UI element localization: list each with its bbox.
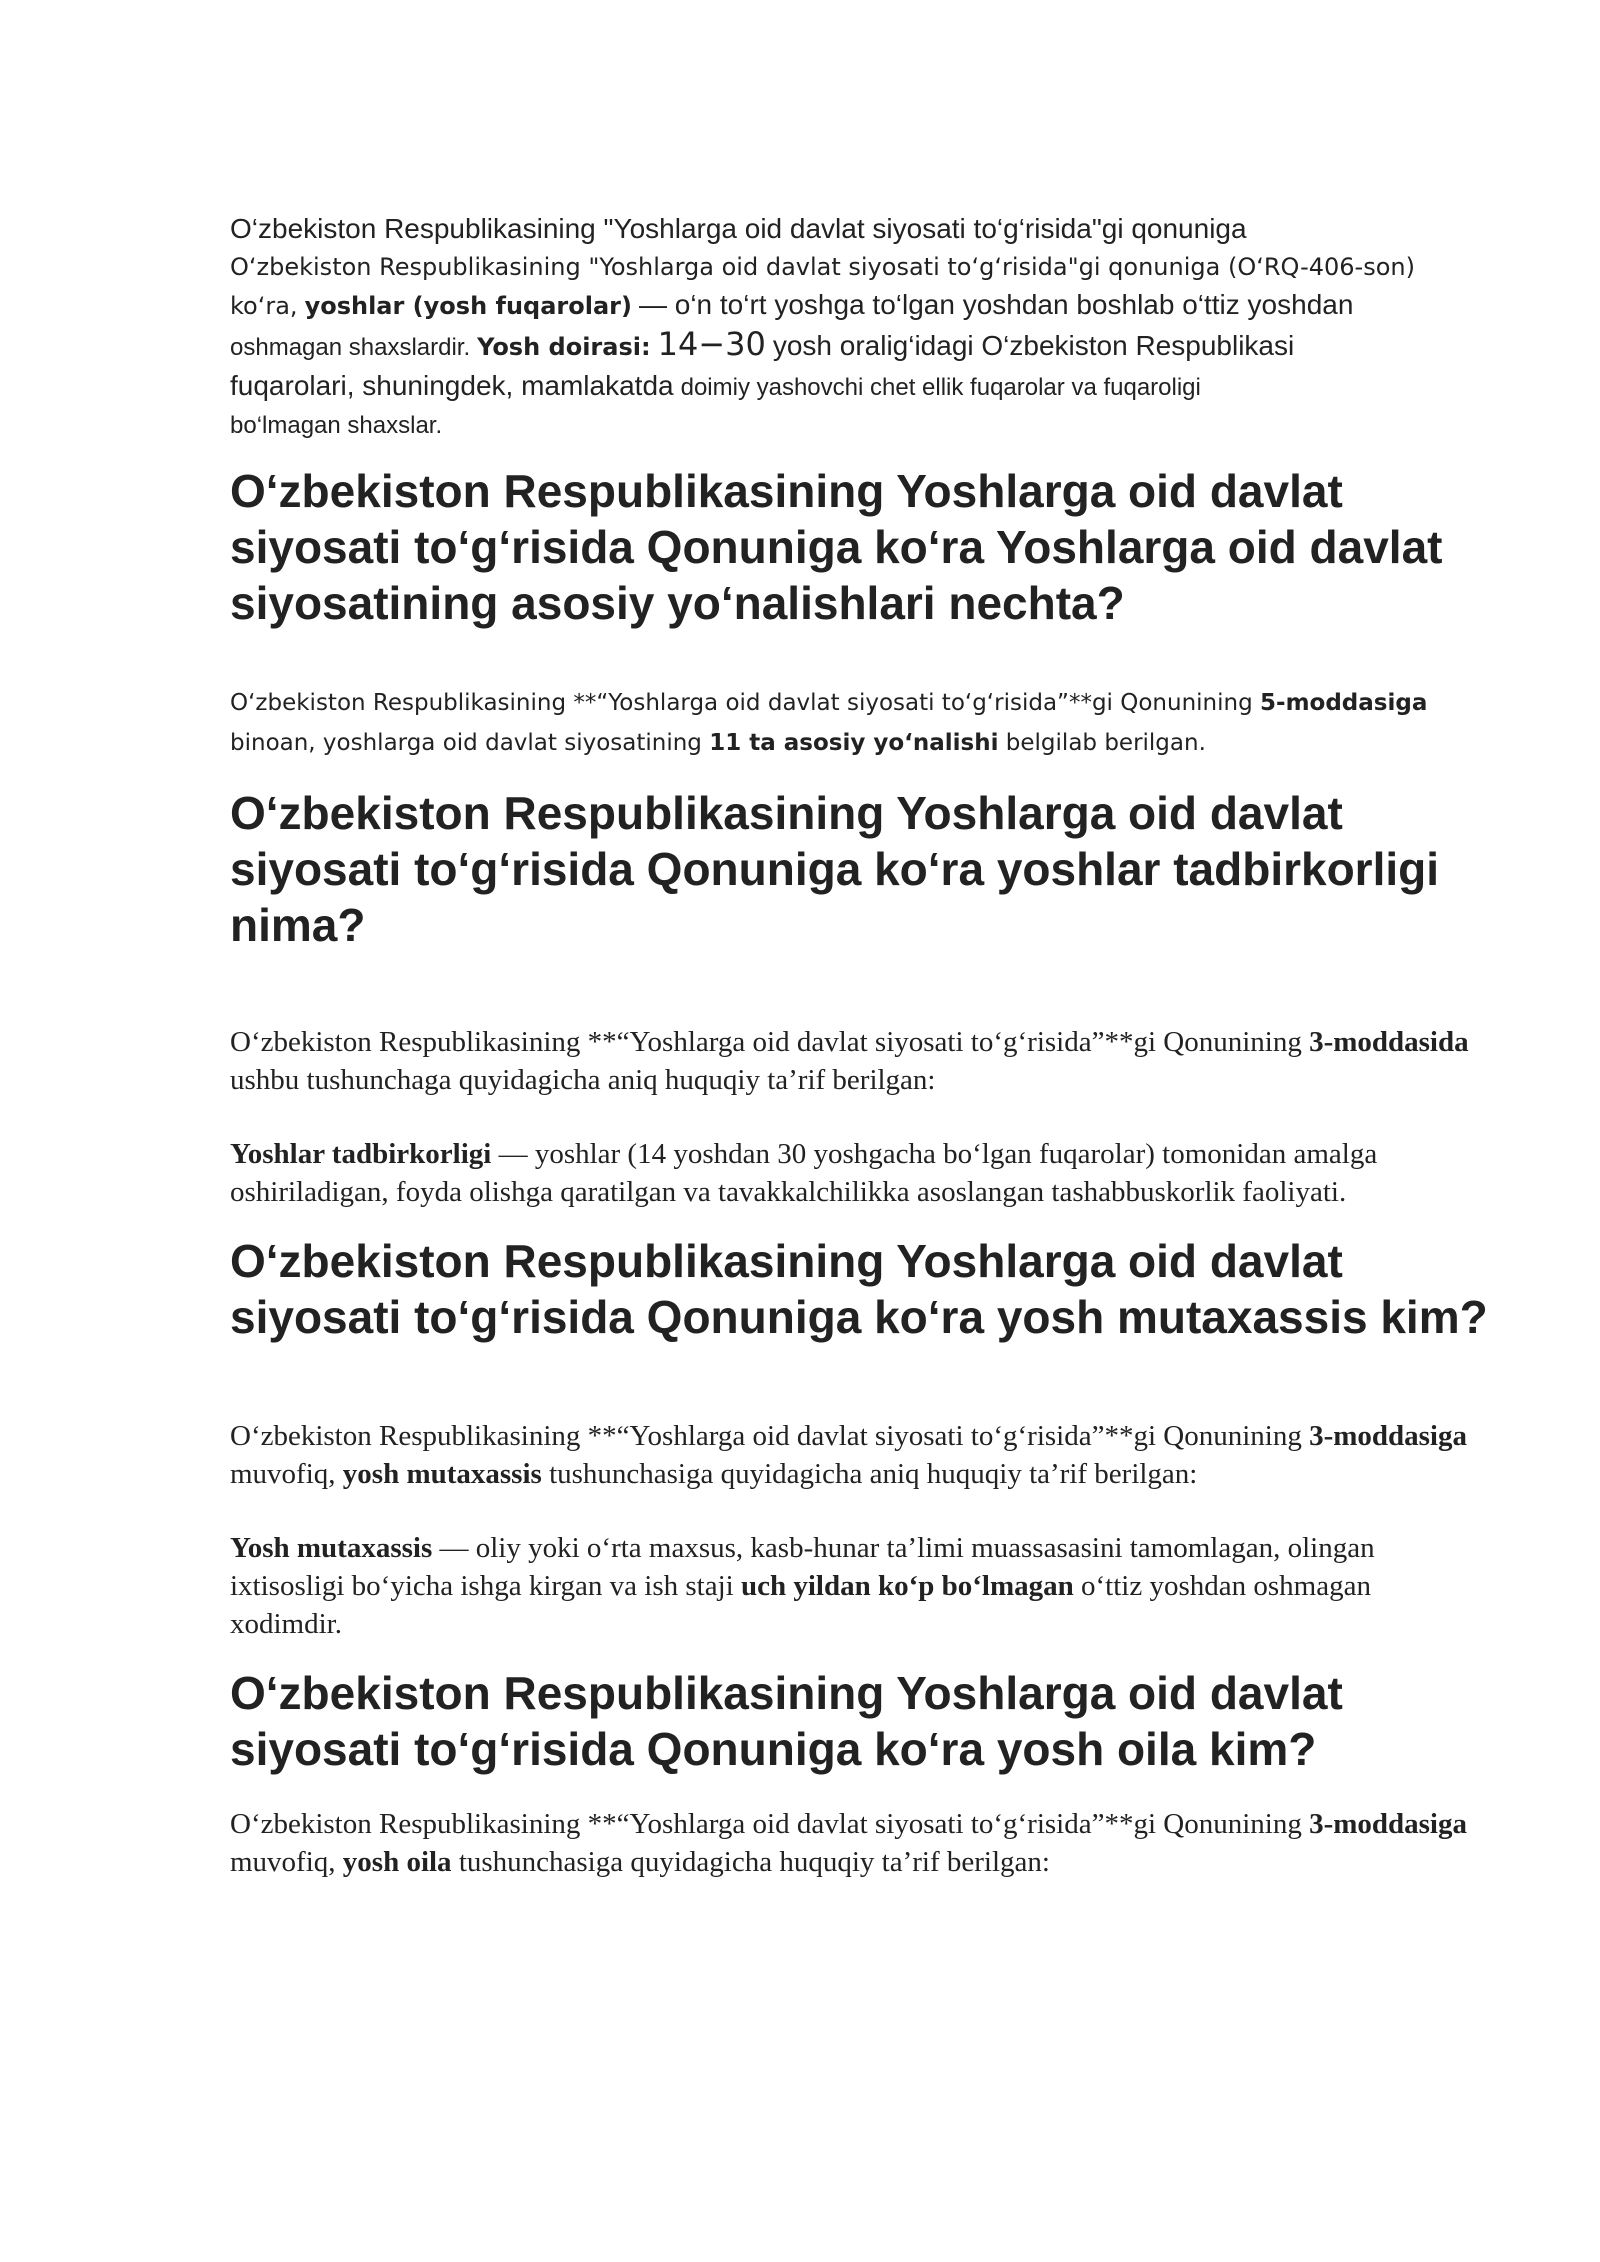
intro-text-3c: — o‘n to‘rt yoshga to‘lgan yoshdan boshlab o‘ttiz yoshdan	[638, 289, 1354, 320]
intro-text-4d: yosh oralig‘idagi O‘zbekiston Respublikasi	[772, 330, 1295, 361]
intro-text-5a: fuqarolari, shuningdek, mamlakatda	[230, 370, 674, 401]
text: O‘zbekiston Respublikasining **“Yoshlarga oid davlat siyosati to‘g‘risida”**gi Qonunining	[230, 1420, 1302, 1452]
text: — yoshlar (14 yoshdan 30 yoshgacha bo‘lgan fuqarolar) tomonidan amalga oshiriladigan, foyda olishga qaratilgan va tavakkalchilikka asoslangan tashabbuskorlik faoliyati.	[230, 1138, 1378, 1208]
text: O‘zbekiston Respublikasining **“Yoshlarga oid davlat siyosati to‘g‘risida”**gi Qonunining	[230, 1026, 1302, 1058]
intro-text-3a: ko‘ra,	[230, 292, 298, 320]
text: — oliy yoki o‘rta maxsus, kasb-hunar ta’limi muassasasini tamomlagan, olingan ixtisosligi bo‘yicha ishga kirgan va ish staji	[230, 1532, 1375, 1602]
paragraph-tadbirkorlik-intro	[230, 1023, 1490, 1099]
intro-line-4	[230, 325, 1490, 367]
intro-bold-yosh-doirasi: Yosh doirasi:	[477, 333, 651, 361]
bold-yoshlar-tadbirkorligi: Yoshlar tadbirkorligi	[230, 1138, 492, 1170]
paragraph-asosiy-yonalishlar	[230, 683, 1490, 763]
text: O‘zbekiston Respublikasining **“Yoshlarga oid davlat siyosati to‘g‘risida”**gi Qonunining	[230, 1808, 1302, 1840]
intro-line-2	[230, 248, 1490, 286]
bold-3-moddasiga: 3-moddasiga	[1309, 1420, 1467, 1452]
intro-text-4a: oshmagan shaxslardir.	[230, 334, 471, 361]
paragraph-mutaxassis-intro	[230, 1417, 1490, 1493]
bold-yosh-oila: yosh oila	[342, 1846, 452, 1878]
bold-3-moddasida: 3-moddasida	[1309, 1026, 1469, 1058]
bold-yosh-mutaxassis-def: Yosh mutaxassis	[230, 1532, 433, 1564]
paragraph-tadbirkorlik-def	[230, 1135, 1490, 1211]
text: binoan, yoshlarga oid davlat siyosatining	[230, 730, 702, 756]
bold-11-ta: 11 ta asosiy yo‘nalishi	[709, 730, 999, 756]
intro-text-1: O‘zbekiston Respublikasining "Yoshlarga oid davlat siyosati to‘g‘risida"gi qonuniga	[230, 213, 1247, 244]
intro-paragraph	[230, 210, 1490, 445]
intro-age-range: 14−30	[657, 325, 766, 363]
intro-text-5b: doimiy yashovchi chet ellik fuqarolar va fuqaroligi	[680, 374, 1201, 401]
text: ushbu tushunchaga quyidagicha aniq huquqiy ta’rif berilgan:	[230, 1064, 936, 1096]
intro-bold-yoshlar: yoshlar (yosh fuqarolar)	[304, 292, 632, 320]
text: o‘ttiz yoshdan oshmagan xodimdir.	[230, 1570, 1371, 1640]
text: tushunchasiga quyidagicha huquqiy ta’rif berilgan:	[458, 1846, 1050, 1878]
intro-text-2: O‘zbekiston Respublikasining "Yoshlarga oid davlat siyosati to‘g‘risida"gi qonuniga (O‘RQ-406-son)	[230, 253, 1415, 281]
text: O‘zbekiston Respublikasining **“Yoshlarga oid davlat siyosati to‘g‘risida”**gi Qonunining	[230, 690, 1253, 716]
intro-text-6: bo‘lmagan shaxslar.	[230, 412, 443, 439]
intro-line-1	[230, 210, 1490, 248]
paragraph-mutaxassis-def	[230, 1529, 1490, 1643]
text: muvofiq,	[230, 1458, 336, 1490]
intro-line-6	[230, 407, 1490, 445]
paragraph-yosh-oila	[230, 1805, 1490, 1881]
bold-uch-yildan: uch yildan ko‘p bo‘lmagan	[740, 1570, 1074, 1602]
text: muvofiq,	[230, 1846, 336, 1878]
heading-yoshlar-tadbirkorligi: O‘zbekiston Respublikasining Yoshlarga oid davlat siyosati to‘g‘risida Qonuniga ko‘ra yoshlar tadbirkorligi nima?	[230, 787, 1440, 951]
text: tushunchasiga quyidagicha aniq huquqiy ta’rif berilgan:	[549, 1458, 1198, 1490]
bold-yosh-mutaxassis: yosh mutaxassis	[342, 1458, 542, 1490]
heading-asosiy-yonalishlar: O‘zbekiston Respublikasining Yoshlarga oid davlat siyosati to‘g‘risida Qonuniga ko‘ra Yoshlarga oid davlat siyosatining asosiy yo‘nalishlari nechta?	[230, 465, 1443, 629]
text: belgilab berilgan.	[1005, 730, 1206, 756]
document-page	[230, 210, 1490, 1881]
bold-3-moddasiga-oila: 3-moddasiga	[1309, 1808, 1467, 1840]
heading-yosh-mutaxassis: O‘zbekiston Respublikasining Yoshlarga oid davlat siyosati to‘g‘risida Qonuniga ko‘ra yosh mutaxassis kim?	[230, 1235, 1488, 1343]
intro-line-5	[230, 367, 1490, 407]
heading-yosh-oila: O‘zbekiston Respublikasining Yoshlarga oid davlat siyosati to‘g‘risida Qonuniga ko‘ra yosh oila kim?	[230, 1667, 1343, 1775]
bold-5-moddasiga: 5-moddasiga	[1260, 690, 1428, 716]
intro-line-3	[230, 286, 1490, 325]
